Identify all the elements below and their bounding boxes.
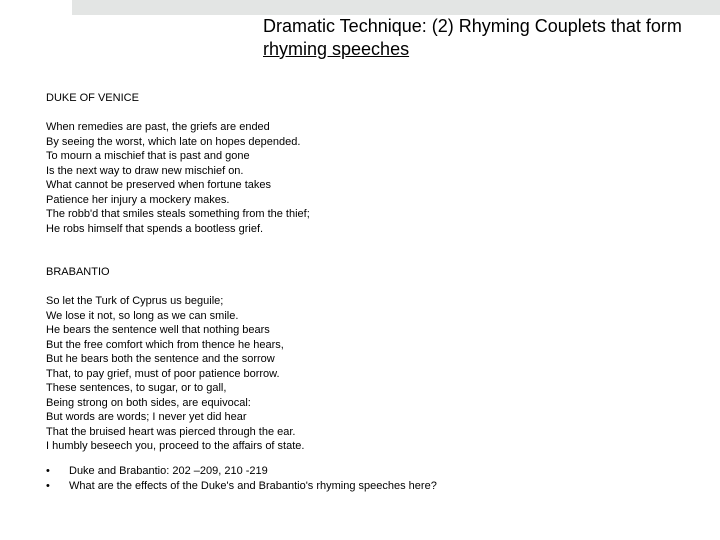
note-text: Duke and Brabantio: 202 –209, 210 -219 — [69, 465, 268, 477]
speech-line: To mourn a mischief that is past and gone — [46, 150, 250, 162]
speech-line: By seeing the worst, which late on hopes depended. — [46, 135, 301, 148]
speech-line: The robb'd that smiles steals something from the thief; — [46, 208, 310, 220]
speech-line: But the free comfort which from thence he hears, — [46, 338, 284, 351]
speech-line: But words are words; I never yet did hear — [46, 411, 247, 423]
speech-line: Patience her injury a mockery makes. — [46, 193, 230, 206]
speech-line: But he bears both the sentence and the sorrow — [46, 353, 275, 365]
speech-line: He robs himself that spends a bootless grief. — [46, 222, 264, 235]
speech-line: He bears the sentence well that nothing bears — [46, 324, 270, 336]
speech-line: We lose it not, so long as we can smile. — [46, 309, 239, 322]
speech-line: That, to pay grief, must of poor patience borrow. — [46, 367, 280, 380]
quotation-block — [46, 91, 466, 454]
speech-duke — [46, 120, 466, 236]
title-text: Dramatic Technique: (2) Rhyming Couplets that form — [263, 16, 682, 36]
list-item — [46, 479, 466, 494]
header-bar — [72, 0, 720, 15]
speech-line: Is the next way to draw new mischief on. — [46, 164, 244, 177]
notes-list — [46, 464, 466, 493]
speaker-brabantio: BRABANTIO — [46, 266, 110, 278]
speech-line: What cannot be preserved when fortune takes — [46, 179, 272, 191]
bullet-icon: • — [46, 479, 50, 492]
note-text: What are the effects of the Duke's and Brabantio's rhyming speeches here? — [69, 479, 437, 492]
speech-line: Being strong on both sides, are equivocal: — [46, 396, 251, 409]
speech-line: When remedies are past, the griefs are ended — [46, 121, 270, 133]
speech-line: So let the Turk of Cyprus us beguile; — [46, 295, 224, 307]
bullet-icon: • — [46, 465, 50, 477]
list-item — [46, 464, 466, 479]
slide-title — [263, 15, 713, 61]
speech-line: I humbly beseech you, proceed to the affairs of state. — [46, 440, 305, 452]
speaker-duke: DUKE OF VENICE — [46, 92, 139, 104]
title-underlined-text: rhyming speeches — [263, 39, 410, 59]
speech-line: These sentences, to sugar, or to gall, — [46, 382, 227, 394]
speech-brabantio — [46, 294, 466, 454]
speech-line: That the bruised heart was pierced through the ear. — [46, 425, 296, 438]
